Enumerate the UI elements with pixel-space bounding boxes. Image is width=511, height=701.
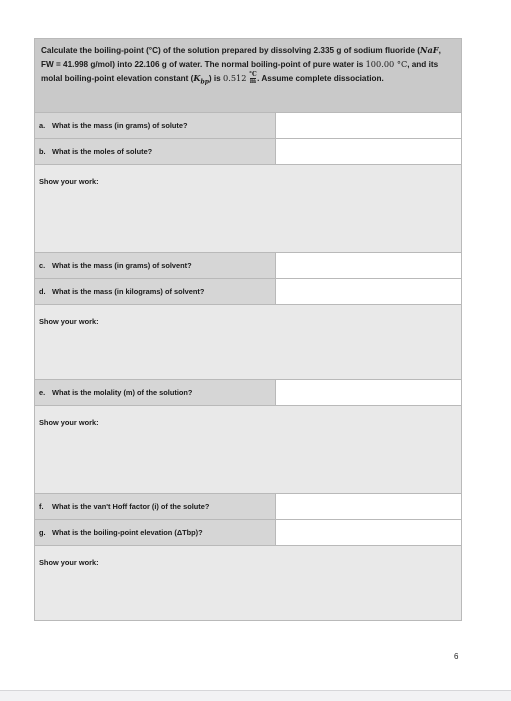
work-label: Show your work: bbox=[39, 558, 99, 567]
problem-prompt bbox=[35, 39, 461, 113]
question-label-c: c. What is the mass (in grams) of solvent? bbox=[35, 253, 276, 278]
formula-naf: NaF bbox=[420, 45, 439, 55]
question-row-b bbox=[35, 139, 461, 165]
work-label: Show your work: bbox=[39, 177, 99, 186]
question-text-d: What is the mass (in kilograms) of solvent? bbox=[52, 287, 205, 296]
answer-field-g[interactable] bbox=[276, 520, 461, 545]
question-label-b: b. What is the moles of solute? bbox=[35, 139, 276, 164]
answer-field-f[interactable] bbox=[276, 494, 461, 519]
question-row-d bbox=[35, 279, 461, 305]
question-label-e: e. What is the molality (m) of the solution? bbox=[35, 380, 276, 405]
question-row-a bbox=[35, 113, 461, 139]
work-label: Show your work: bbox=[39, 317, 99, 326]
question-label-d: d. What is the mass (in kilograms) of solvent? bbox=[35, 279, 276, 304]
question-row-e bbox=[35, 380, 461, 406]
work-area-1[interactable] bbox=[35, 165, 461, 253]
question-text-e: What is the molality (m) of the solution? bbox=[52, 388, 193, 397]
question-row-c bbox=[35, 253, 461, 279]
answer-field-c[interactable] bbox=[276, 253, 461, 278]
kbp-value: 0.512 bbox=[223, 72, 247, 83]
question-text-a: What is the mass (in grams) of solute? bbox=[52, 121, 188, 130]
question-text-g: What is the boiling-point elevation (ΔTbp)? bbox=[52, 528, 203, 537]
page-bottom-edge bbox=[0, 690, 511, 701]
question-label-f: f. What is the van't Hoff factor (i) of the solute? bbox=[35, 494, 276, 519]
page-number: 6 bbox=[454, 652, 459, 661]
answer-field-b[interactable] bbox=[276, 139, 461, 164]
prompt-text-3: , and its molal boiling-point elevation constant ( bbox=[41, 59, 439, 83]
prompt-text-1: Calculate the boiling-point (°C) of the solution prepared by dissolving 2.335 g of sodium fluoride ( bbox=[41, 46, 421, 55]
work-label: Show your work: bbox=[39, 418, 99, 427]
work-area-3[interactable] bbox=[35, 406, 461, 494]
work-area-4[interactable] bbox=[35, 546, 461, 620]
boiling-point-value: 100.00 °C bbox=[365, 58, 408, 69]
question-text-b: What is the moles of solute? bbox=[52, 147, 153, 156]
question-label-g: g. What is the boiling-point elevation (ΔTbp)? bbox=[35, 520, 276, 545]
answer-field-a[interactable] bbox=[276, 113, 461, 138]
answer-field-e[interactable] bbox=[276, 380, 461, 405]
prompt-text-5: . Assume complete dissociation. bbox=[257, 73, 384, 83]
question-text-f: What is the van't Hoff factor (i) of the solute? bbox=[52, 502, 210, 511]
question-label-a: a. What is the mass (in grams) of solute? bbox=[35, 113, 276, 138]
answer-field-d[interactable] bbox=[276, 279, 461, 304]
question-row-f bbox=[35, 494, 461, 520]
question-row-g bbox=[35, 520, 461, 546]
kbp-symbol: $K_{bp}$ bbox=[193, 72, 209, 86]
prompt-text-4: ) is bbox=[208, 73, 224, 83]
worksheet-table bbox=[34, 38, 462, 621]
prompt-text-2: , FW = 41.998 g/mol) into 22.106 g of water. The normal boiling-point of pure water is bbox=[41, 46, 441, 69]
question-text-c: What is the mass (in grams) of solvent? bbox=[52, 261, 192, 270]
work-area-2[interactable] bbox=[35, 305, 461, 380]
unit-fraction: $\frac{^\circ C}{m}$ bbox=[249, 70, 257, 85]
